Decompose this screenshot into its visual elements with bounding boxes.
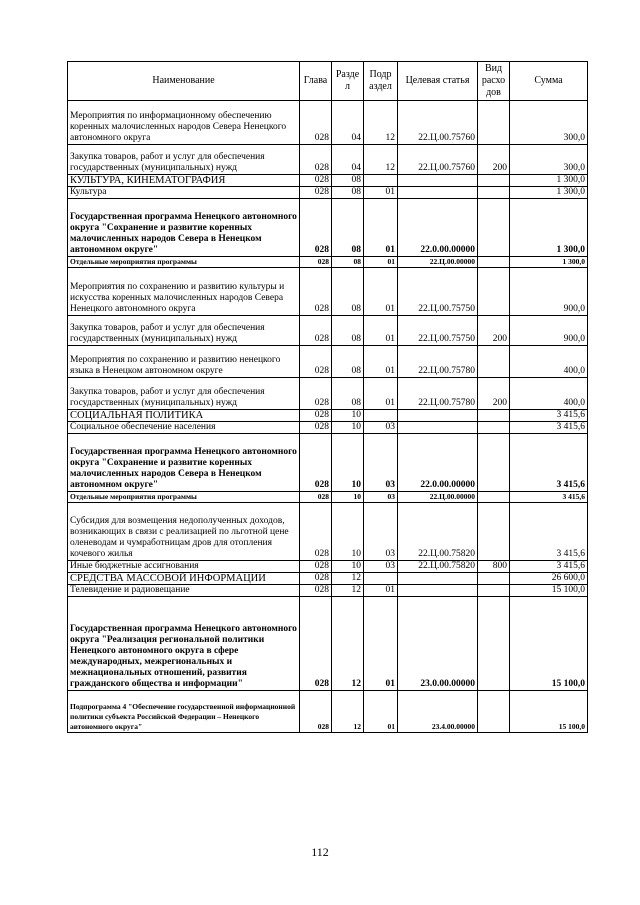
cell-razdel: 10 <box>332 492 364 503</box>
table-row <box>68 422 588 434</box>
cell-glava: 028 <box>300 187 332 199</box>
table-row <box>68 145 588 175</box>
table-row <box>68 268 588 316</box>
cell-vid: 800 <box>478 561 510 573</box>
cell-razdel: 08 <box>332 187 364 199</box>
cell-target: 22.Ц.00.75760 <box>398 101 478 145</box>
cell-name: Закупка товаров, работ и услуг для обеспечения государственных (муниципальных) нужд <box>68 378 300 410</box>
cell-name: Телевидение и радиовещание <box>68 585 300 597</box>
cell-name: Мероприятия по сохранению и развитию ненецкого языка в Ненецком автономном округе <box>68 346 300 378</box>
cell-podr: 01 <box>364 585 398 597</box>
cell-vid <box>478 422 510 434</box>
cell-vid <box>478 175 510 187</box>
cell-podr: 01 <box>364 257 398 268</box>
cell-razdel: 10 <box>332 434 364 492</box>
cell-podr <box>364 175 398 187</box>
cell-target: 22.Ц.00.75820 <box>398 561 478 573</box>
cell-glava: 028 <box>300 145 332 175</box>
header-glava: Глава <box>300 62 332 101</box>
table-row <box>68 410 588 422</box>
table-header-row <box>68 62 588 101</box>
cell-glava: 028 <box>300 257 332 268</box>
cell-podr: 03 <box>364 561 398 573</box>
cell-target: 23.0.00.00000 <box>398 597 478 691</box>
cell-target: 22.Ц.00.75780 <box>398 378 478 410</box>
cell-name: СРЕДСТВА МАССОВОЙ ИНФОРМАЦИИ <box>68 573 300 585</box>
cell-vid <box>478 410 510 422</box>
cell-vid: 200 <box>478 378 510 410</box>
cell-razdel: 04 <box>332 101 364 145</box>
table-row <box>68 561 588 573</box>
cell-summa: 15 100,0 <box>510 691 588 733</box>
cell-summa: 900,0 <box>510 316 588 346</box>
cell-summa: 3 415,6 <box>510 410 588 422</box>
cell-summa: 1 300,0 <box>510 175 588 187</box>
cell-target: 22.Ц.00.75750 <box>398 268 478 316</box>
cell-target <box>398 175 478 187</box>
cell-razdel: 10 <box>332 503 364 561</box>
cell-summa: 900,0 <box>510 268 588 316</box>
cell-summa: 15 100,0 <box>510 597 588 691</box>
cell-podr: 01 <box>364 691 398 733</box>
cell-podr: 01 <box>364 597 398 691</box>
cell-summa: 400,0 <box>510 346 588 378</box>
cell-summa: 300,0 <box>510 101 588 145</box>
cell-podr: 01 <box>364 378 398 410</box>
cell-podr: 03 <box>364 422 398 434</box>
cell-summa: 3 415,6 <box>510 561 588 573</box>
cell-vid <box>478 585 510 597</box>
cell-razdel: 08 <box>332 378 364 410</box>
cell-target: 22.0.00.00000 <box>398 199 478 257</box>
cell-vid <box>478 101 510 145</box>
cell-razdel: 08 <box>332 175 364 187</box>
cell-vid: 200 <box>478 145 510 175</box>
cell-vid <box>478 434 510 492</box>
cell-glava: 028 <box>300 346 332 378</box>
page-number: 112 <box>311 845 329 859</box>
header-target: Целевая статья <box>398 62 478 101</box>
cell-target <box>398 573 478 585</box>
table-row <box>68 199 588 257</box>
table-row <box>68 316 588 346</box>
cell-glava: 028 <box>300 492 332 503</box>
cell-glava: 028 <box>300 422 332 434</box>
cell-name: Субсидия для возмещения недополученных доходов, возникающих в связи с реализацией по льготной цене оленеводам и чумработницам дров для отопления кочевого жилья <box>68 503 300 561</box>
cell-summa: 1 300,0 <box>510 199 588 257</box>
cell-razdel: 04 <box>332 145 364 175</box>
cell-podr: 01 <box>364 199 398 257</box>
cell-summa: 3 415,6 <box>510 503 588 561</box>
cell-glava: 028 <box>300 585 332 597</box>
cell-glava: 028 <box>300 101 332 145</box>
cell-vid <box>478 573 510 585</box>
cell-razdel: 12 <box>332 691 364 733</box>
cell-glava: 028 <box>300 175 332 187</box>
cell-vid <box>478 691 510 733</box>
cell-podr: 03 <box>364 434 398 492</box>
cell-target: 22.Ц.00.75750 <box>398 316 478 346</box>
cell-target: 22.Ц.00.75760 <box>398 145 478 175</box>
cell-summa: 15 100,0 <box>510 585 588 597</box>
cell-podr: 01 <box>364 316 398 346</box>
cell-glava: 028 <box>300 561 332 573</box>
cell-summa: 3 415,6 <box>510 434 588 492</box>
table-row <box>68 585 588 597</box>
cell-name: Иные бюджетные ассигнования <box>68 561 300 573</box>
cell-vid <box>478 257 510 268</box>
cell-razdel: 10 <box>332 561 364 573</box>
cell-razdel: 08 <box>332 199 364 257</box>
cell-podr: 01 <box>364 187 398 199</box>
cell-vid <box>478 597 510 691</box>
cell-podr: 12 <box>364 145 398 175</box>
table-row <box>68 434 588 492</box>
cell-name: Мероприятия по информационному обеспечению коренных малочисленных народов Севера Ненецкого автономного округа <box>68 101 300 145</box>
cell-summa: 26 600,0 <box>510 573 588 585</box>
cell-razdel: 10 <box>332 410 364 422</box>
cell-name: Государственная программа Ненецкого автономного округа "Сохранение и развитие коренных малочисленных народов Севера в Ненецком автономном округе" <box>68 434 300 492</box>
cell-podr: 03 <box>364 503 398 561</box>
cell-razdel: 10 <box>332 422 364 434</box>
cell-target: 22.Ц.00.75820 <box>398 503 478 561</box>
cell-target: 22.0.00.00000 <box>398 434 478 492</box>
cell-name: Подпрограмма 4 "Обеспечение государственной информационной политики субъекта Российской Федерации – Ненецкого автономного округа" <box>68 691 300 733</box>
header-name: Наименование <box>68 62 300 101</box>
table-row <box>68 492 588 503</box>
cell-target: 23.4.00.00000 <box>398 691 478 733</box>
cell-target <box>398 410 478 422</box>
cell-glava: 028 <box>300 573 332 585</box>
cell-razdel: 08 <box>332 316 364 346</box>
cell-name: Социальное обеспечение населения <box>68 422 300 434</box>
cell-podr <box>364 573 398 585</box>
cell-glava: 028 <box>300 268 332 316</box>
cell-summa: 400,0 <box>510 378 588 410</box>
cell-summa: 3 415,6 <box>510 422 588 434</box>
cell-razdel: 08 <box>332 268 364 316</box>
cell-glava: 028 <box>300 410 332 422</box>
cell-podr: 12 <box>364 101 398 145</box>
cell-target: 22.Ц.00.00000 <box>398 492 478 503</box>
cell-name: Закупка товаров, работ и услуг для обеспечения государственных (муниципальных) нужд <box>68 316 300 346</box>
cell-name: Отдельные мероприятия программы <box>68 492 300 503</box>
header-summa: Сумма <box>510 62 588 101</box>
cell-summa: 3 415,6 <box>510 492 588 503</box>
cell-vid <box>478 199 510 257</box>
cell-vid <box>478 187 510 199</box>
cell-razdel: 12 <box>332 585 364 597</box>
cell-glava: 028 <box>300 199 332 257</box>
cell-name: Государственная программа Ненецкого автономного округа "Сохранение и развитие коренных малочисленных народов Севера в Ненецком автономном округе" <box>68 199 300 257</box>
header-vid: Вид расхо дов <box>478 62 510 101</box>
cell-podr: 01 <box>364 268 398 316</box>
cell-podr: 01 <box>364 346 398 378</box>
table-row <box>68 378 588 410</box>
cell-summa: 1 300,0 <box>510 187 588 199</box>
cell-glava: 028 <box>300 378 332 410</box>
cell-target: 22.Ц.00.75780 <box>398 346 478 378</box>
table-row <box>68 597 588 691</box>
table-row <box>68 691 588 733</box>
cell-name: КУЛЬТУРА, КИНЕМАТОГРАФИЯ <box>68 175 300 187</box>
cell-glava: 028 <box>300 691 332 733</box>
cell-summa: 1 300,0 <box>510 257 588 268</box>
table-row <box>68 346 588 378</box>
table-row <box>68 187 588 199</box>
cell-glava: 028 <box>300 434 332 492</box>
cell-target <box>398 187 478 199</box>
cell-name: СОЦИАЛЬНАЯ ПОЛИТИКА <box>68 410 300 422</box>
cell-razdel: 08 <box>332 257 364 268</box>
cell-vid <box>478 346 510 378</box>
cell-target: 22.Ц.00.00000 <box>398 257 478 268</box>
cell-vid <box>478 492 510 503</box>
cell-name: Культура <box>68 187 300 199</box>
cell-podr <box>364 410 398 422</box>
cell-glava: 028 <box>300 503 332 561</box>
cell-razdel: 12 <box>332 573 364 585</box>
cell-vid <box>478 503 510 561</box>
cell-target <box>398 422 478 434</box>
cell-name: Мероприятия по сохранению и развитию культуры и искусства коренных малочисленных народов Севера Ненецкого автономного округа <box>68 268 300 316</box>
cell-name: Закупка товаров, работ и услуг для обеспечения государственных (муниципальных) нужд <box>68 145 300 175</box>
header-razdel: Разде л <box>332 62 364 101</box>
cell-name: Государственная программа Ненецкого автономного округа "Реализация региональной политики Ненецкого автономного округа в сфере международных, межрегиональных и межнациональных отношений, развития гражданского общества и информации" <box>68 597 300 691</box>
cell-razdel: 08 <box>332 346 364 378</box>
budget-table <box>67 61 588 733</box>
cell-vid: 200 <box>478 316 510 346</box>
table-row <box>68 257 588 268</box>
cell-razdel: 12 <box>332 597 364 691</box>
cell-podr: 03 <box>364 492 398 503</box>
cell-glava: 028 <box>300 597 332 691</box>
header-podrazdel: Подр аздел <box>364 62 398 101</box>
cell-glava: 028 <box>300 316 332 346</box>
cell-vid <box>478 268 510 316</box>
table-row <box>68 573 588 585</box>
cell-target <box>398 585 478 597</box>
cell-summa: 300,0 <box>510 145 588 175</box>
table-row <box>68 503 588 561</box>
cell-name: Отдельные мероприятия программы <box>68 257 300 268</box>
table-row <box>68 175 588 187</box>
table-row <box>68 101 588 145</box>
